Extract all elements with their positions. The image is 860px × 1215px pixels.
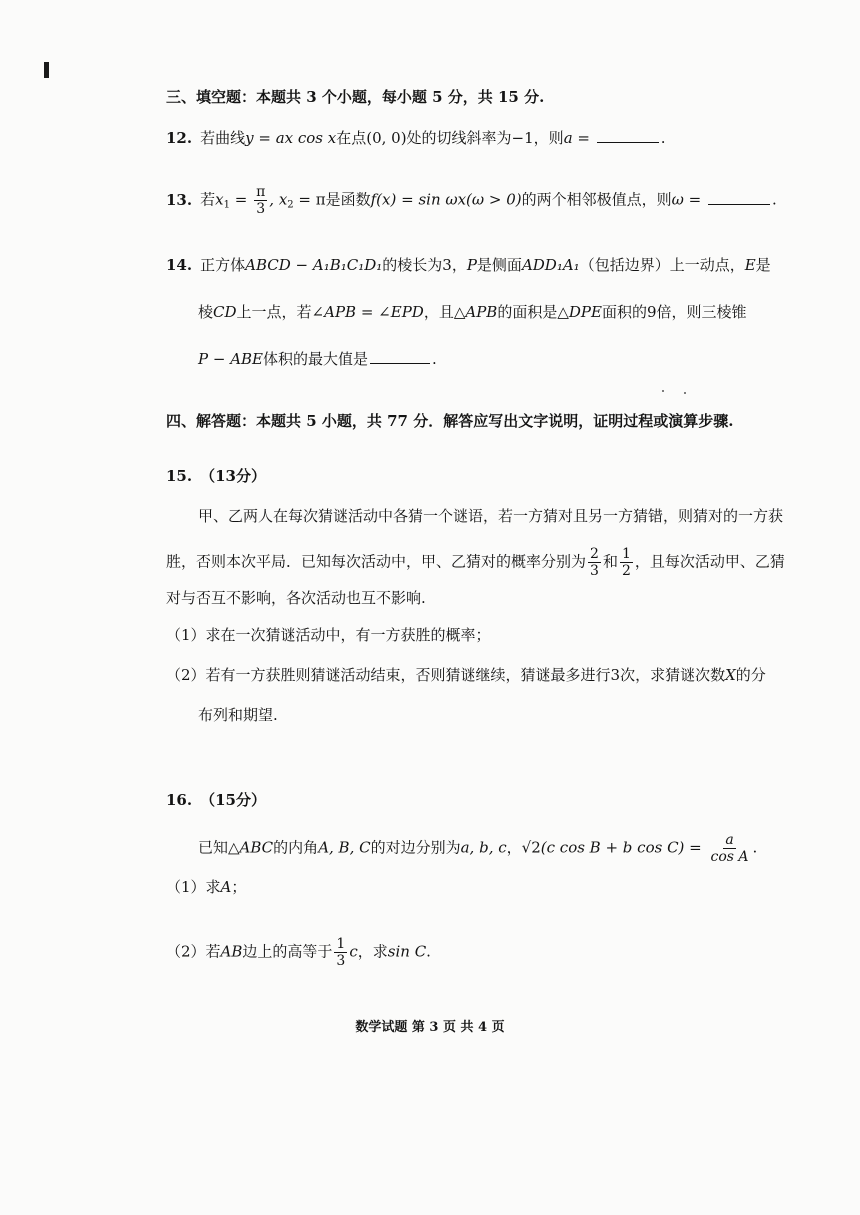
fraction-pi-over-3: $\frac{\pi}{3}$: [256, 184, 266, 217]
question-14-line-3: P − ABE体积的最大值是 .: [198, 350, 437, 368]
answer-blank-14[interactable]: [370, 349, 430, 364]
question-15-para-3: 对与否互不影响，各次活动也互不影响.: [166, 589, 426, 607]
section4-header: 四、解答题：本题共 5 小题，共 77 分．解答应写出文字说明，证明过程或演算步骤.: [166, 412, 734, 430]
question-16-para-1: 已知△ABC的内角A, B, C的对边分别为a, b, c，√2(c cos B + b cos C) = $\frac{a}{\text{cos A}}$ .: [198, 832, 758, 865]
question-16-heading: 16. （15分）: [166, 791, 266, 809]
question-15-subquestion-2-cont: 布列和期望.: [198, 706, 278, 724]
answer-blank-13[interactable]: [708, 190, 770, 205]
question-14-number: 14.: [166, 256, 193, 274]
margin-mark: [44, 62, 49, 78]
fraction-one-third: $\frac{1}{3}$: [336, 936, 346, 969]
question-16-subquestion-1: （1）求A；: [166, 878, 247, 896]
question-13-number: 13.: [166, 190, 193, 209]
question-12: 12. 若曲线y = ax cos x在点(0, 0)处的切线斜率为−1，则a = .: [166, 129, 666, 147]
question-13: 13. 若$x_1$ = $\frac{\pi}{3}$ , $x_2 = \pi$是函数f(x) = sin ωx(ω > 0)的两个相邻极值点，则ω = .: [166, 184, 777, 217]
question-12-number: 12.: [166, 129, 193, 147]
scan-speck: [684, 392, 686, 394]
question-15-heading: 15. （13分）: [166, 467, 266, 485]
fraction-one-half: $\frac{1}{2}$: [621, 546, 631, 579]
question-15-subquestion-1: （1）求在一次猜谜活动中，有一方获胜的概率；: [166, 626, 491, 644]
question-15-para-2: 胜，否则本次平局．已知每次活动中，甲、乙猜对的概率分别为 $\frac{2}{3}$ 和 $\frac{1}{2}$ ，且每次活动甲、乙猜: [166, 546, 785, 579]
question-14-line-1: 14. 正方体ABCD − A₁B₁C₁D₁的棱长为3，P是侧面ADD₁A₁（包括边界）上一动点，E是: [166, 256, 771, 274]
question-15-para-1: 甲、乙两人在每次猜谜活动中各猜一个谜语，若一方猜对且另一方猜错，则猜对的一方获: [198, 507, 784, 525]
question-16-number: 16.: [166, 791, 193, 809]
page-footer: 数学试题 第 3 页 共 4 页: [355, 1020, 505, 1035]
question-16-subquestion-2: （2）若AB边上的高等于 $\frac{1}{3}$ c，求sin C.: [166, 936, 431, 969]
fraction-a-over-cosA: $\frac{a}{\text{cos A}}$: [710, 832, 749, 865]
fraction-two-thirds: $\frac{2}{3}$: [590, 546, 599, 579]
answer-blank-12[interactable]: [597, 128, 659, 143]
scan-speck: [662, 390, 664, 392]
question-15-subquestion-2: （2）若有一方获胜则猜谜活动结束，否则猜谜继续，猜谜最多进行3次，求猜谜次数X的分: [166, 666, 766, 684]
question-15-number: 15.: [166, 467, 193, 485]
question-14-line-2: 棱CD上一点，若∠APB = ∠EPD，且△APB的面积是△DPE面积的9倍，则三棱锥: [198, 303, 747, 321]
section3-header: 三、填空题：本题共 3 个小题，每小题 5 分，共 15 分.: [166, 88, 545, 106]
